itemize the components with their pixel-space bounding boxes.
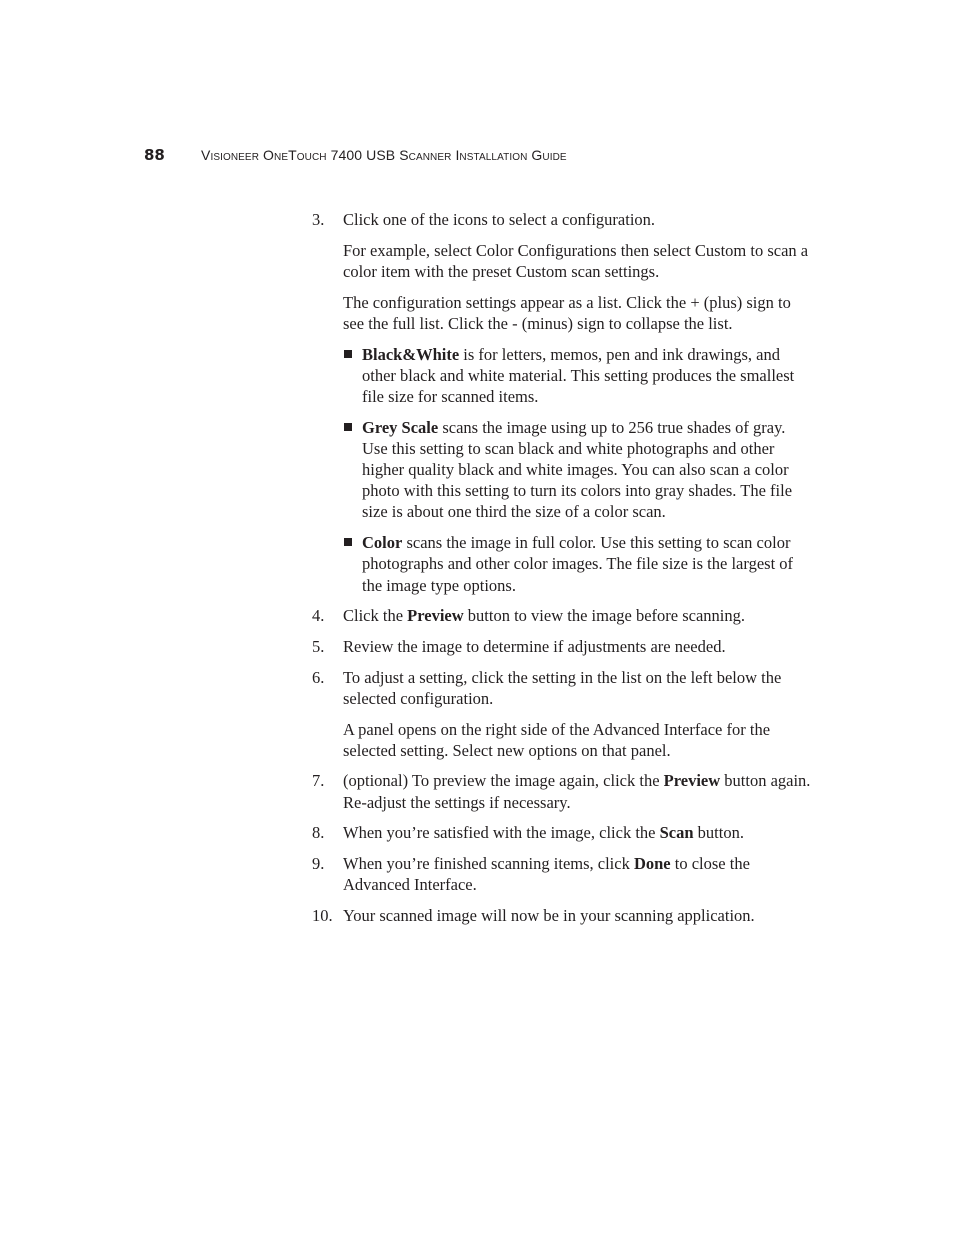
step-6 (312, 667, 812, 761)
preview-term: Preview (407, 606, 464, 626)
bullet-square-icon (343, 532, 362, 596)
list-item (343, 344, 812, 408)
step-number: 6. (312, 667, 325, 687)
step-text: Click the Preview button to view the image before scanning. (343, 606, 746, 626)
bullet-square-icon (343, 417, 362, 523)
step-number: 8. (312, 823, 325, 843)
image-type-list (343, 344, 812, 596)
step-number: 5. (312, 636, 325, 656)
step-9 (312, 853, 812, 895)
done-term: Done (633, 854, 671, 874)
step-text: To adjust a setting, click the setting in the list on the left below the selected configuration. (343, 667, 782, 708)
preview-term: Preview (663, 771, 721, 791)
term-black-white: Black&White (362, 344, 460, 364)
step-text: When you’re finished scanning items, click Done to close the Advanced Interface. (343, 854, 750, 895)
scan-term: Scan (659, 823, 694, 843)
step-text: (optional) To preview the image again, click the Preview button again. Re-adjust the settings if necessary. (343, 771, 811, 812)
list-item-text: Grey Scale scans the image using up to 256 true shades of gray. Use this setting to scan black and white photographs and other higher quality black and white images. You can also scan a color photo with this setting to turn its colors into gray shades. The file size is about one third the size of a color scan. (362, 417, 793, 522)
term-color: Color (362, 533, 403, 553)
settings-paragraph: The configuration settings appear as a list. Click the + (plus) sign to see the full list. Click the - (minus) sign to collapse the list. (343, 292, 791, 333)
instructions (312, 209, 812, 936)
list-item (343, 532, 812, 596)
step-number: 10. (312, 905, 333, 925)
page-header (144, 146, 567, 170)
step-number: 7. (312, 771, 325, 791)
step-text: Review the image to determine if adjustments are needed. (343, 636, 726, 656)
step-3 (312, 209, 812, 596)
list-item (343, 417, 812, 523)
step-10 (312, 905, 812, 926)
step-text: When you’re satisfied with the image, click the Scan button. (343, 823, 744, 843)
step-number: 9. (312, 854, 325, 874)
list-item-text: Color scans the image in full color. Use this setting to scan color photographs and other color images. The file size is the largest of the image type options. (362, 533, 794, 595)
step-body (343, 209, 812, 596)
list-item-text: Black&White is for letters, memos, pen and ink drawings, and other black and white material. This setting produces the smallest file size for scanned items. (362, 344, 795, 406)
step-number: 4. (312, 606, 325, 626)
step-5 (312, 636, 812, 657)
panel-paragraph: A panel opens on the right side of the Advanced Interface for the selected setting. Select new options on that panel. (343, 719, 771, 760)
bullet-square-icon (343, 344, 362, 408)
step-body (343, 667, 812, 761)
running-title: Visioneer OneTouch 7400 USB Scanner Installation Guide (201, 147, 567, 163)
page-number: 88 (144, 146, 165, 164)
step-text: Your scanned image will now be in your scanning application. (343, 905, 755, 925)
step-8 (312, 822, 812, 843)
step-4 (312, 605, 812, 626)
step-7 (312, 770, 812, 812)
step-text: Click one of the icons to select a configuration. (343, 210, 656, 229)
example-paragraph: For example, select Color Configurations then select Custom to scan a color item with the preset Custom scan settings. (343, 240, 809, 281)
step-number: 3. (312, 210, 325, 229)
term-grey-scale: Grey Scale (362, 417, 439, 437)
